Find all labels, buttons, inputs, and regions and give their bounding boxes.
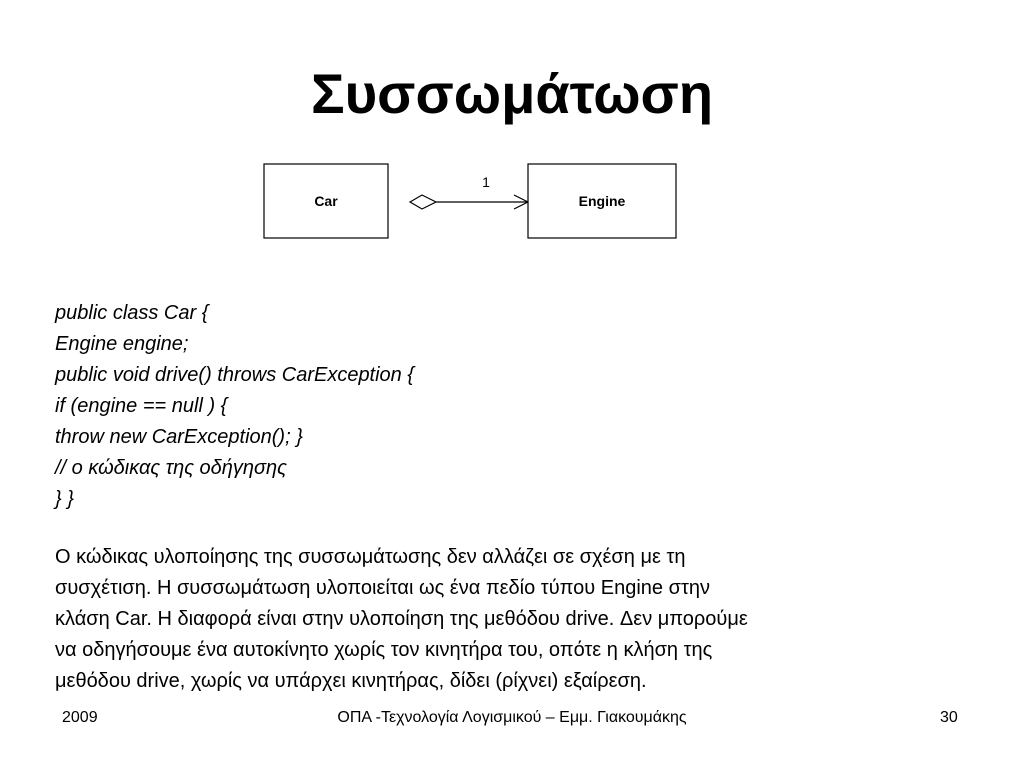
aggregation-diamond	[410, 195, 436, 209]
paragraph-line: Ο κώδικας υλοποίησης της συσσωμάτωσης δεν αλλάζει σε σχέση με τη	[55, 546, 686, 568]
uml-aggregation-diagram	[250, 150, 690, 250]
car-class-label: Car	[314, 193, 338, 209]
slide-title: Συσσωμάτωση	[310, 62, 714, 125]
paragraph-line: να οδηγήσουμε ένα αυτοκίνητο χωρίς τον κινητήρα του, οπότε η κλήση της	[55, 639, 713, 661]
code-line: Engine engine;	[55, 333, 189, 355]
paragraph-line: μεθόδου drive, χωρίς να υπάρχει κινητήρας, δίδει (ρίχνει) εξαίρεση.	[55, 670, 647, 692]
code-line: if (engine == null ) {	[55, 395, 228, 417]
code-line: public class Car {	[55, 302, 209, 324]
engine-class-label: Engine	[578, 193, 626, 209]
paragraph-line: συσχέτιση. Η συσσωμάτωση υλοποιείται ως ένα πεδίο τύπου Engine στην	[55, 577, 710, 599]
footer-page-number: 30	[940, 709, 958, 726]
paragraph-line: κλάση Car. Η διαφορά είναι στην υλοποίηση της μεθόδου drive. Δεν μπορούμε	[55, 608, 748, 630]
multiplicity-label: 1	[482, 174, 490, 190]
code-line: // ο κώδικας της οδήγησης	[55, 457, 287, 479]
code-line: throw new CarException(); }	[55, 426, 303, 448]
explanation-paragraph	[55, 542, 955, 697]
code-block	[55, 298, 855, 515]
code-line: } }	[55, 488, 74, 510]
footer-year: 2009	[62, 709, 98, 726]
footer-course: ΟΠΑ -Τεχνολογία Λογισμικού – Εμμ. Γιακουμάκης	[337, 709, 687, 726]
code-line: public void drive() throws CarException {	[55, 364, 415, 386]
